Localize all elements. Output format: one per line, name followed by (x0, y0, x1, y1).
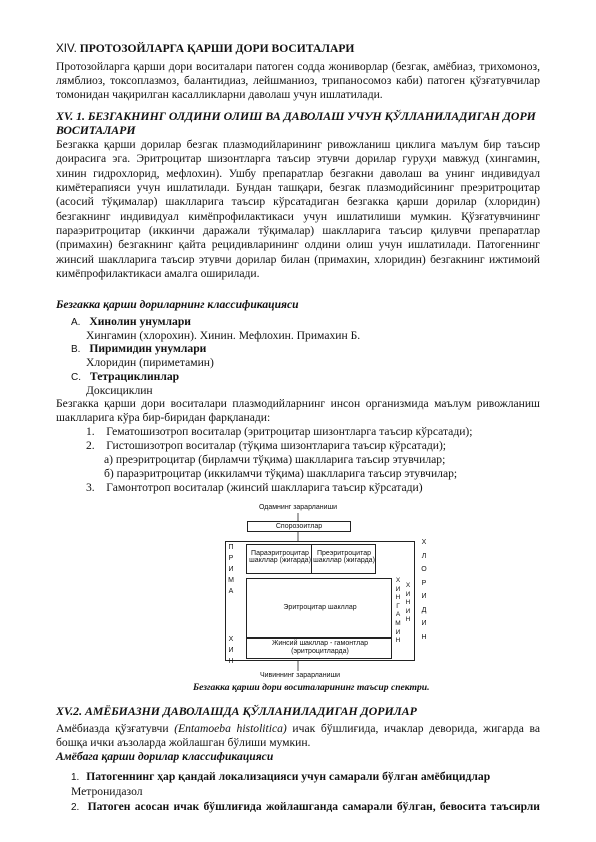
hinin-column-label: Х И Н И Н (405, 582, 411, 624)
group-c-name: Тетрациклинлар (89, 370, 180, 383)
outer-frame (225, 541, 415, 661)
group-b-letter: B. (71, 344, 81, 355)
section2-heading: XV.2. АМЁБИАЗНИ ДАВОЛАШДА ҚЎЛЛАНИЛАДИГАН ДОРИЛАР (56, 704, 417, 718)
diagram-bottom-label: Чивиннинг зарарланиши (259, 672, 341, 679)
distinction-paragraph: Безгакка қарши дори воситалари плазмодийларнинг инсон организмида маълум ривожланиш шаклларига кўра бир-биридан фарқланади: (56, 397, 540, 425)
sporozoites-label: Спорозоитлар (275, 523, 323, 530)
amoeba-item-2-text: Патоген асосан ичак бўшлиғида жойлашганда самарали бўлган, бевосита таъсирли (87, 800, 540, 813)
liver-forms-box (246, 544, 376, 574)
group-c-letter: C. (71, 372, 81, 383)
amoeba-item-1-drug: Метронидазол (71, 785, 143, 798)
hingamin-column-label: Х И Н Г А М И Н (395, 577, 401, 645)
section2-paragraph-end: ичак бўшлиғида, ичаклар деворида, жигарда ва бошқа ички аъзоларда жойлашган бўлиши мумкин. (56, 722, 540, 750)
amoeba-item-1-text: Патогеннинг ҳар қандай локализацияси учун самарали бўлган амёбицидлар (86, 770, 491, 783)
gametocytes-box (246, 638, 392, 659)
hin-column-label: Х И Н (228, 636, 234, 665)
group-a-name: Хинолин унумлари (89, 315, 191, 328)
group-a-letter: A. (71, 317, 81, 328)
group-a-members: Хингамин (хлорохин). Хинин. Мефлохин. Примахин Б. (86, 329, 361, 342)
pathogen-name: (Entamoeba histolitica) (174, 722, 287, 735)
diagram-top-label: Одамнинг зарарланиши (258, 504, 338, 511)
chapter-title: ПРОТОЗОЙЛАРГА ҚАРШИ ДОРИ ВОСИТАЛАРИ (79, 42, 355, 55)
amoeba-item-2 (71, 800, 540, 815)
amoeba-item-1 (71, 770, 490, 785)
erythrocytic-box (246, 578, 392, 638)
section1-paragraph: Безгакка қарши дорилар безгак плазмодийларининг ривожланиш циклига маълум бир таъсир доирасига эга. Эритроцитар шизонтларга таъсир этувчи дорилар гуруҳи мавжуд (хингамин, хинин гидрохлорид, мефлохин). Ушбу препаратлар безгакни даволаш ва унинг индивидуал кимётерапияси учун ишлатилади. Бундан ташқари, безгак плазмодийсининг преэритроцитар (асосий тўқималар) шаклларига таъсир кўрсатадиган безгакка қарши дорилар (хлоридин) безгакнинг индивидуал кимёпрофилактикаси учун ишлатилиши мумкин. Қўзғатувчининг параэритроцитар (иккинчи даражали тўқималар) шаклларига таъсир қилувчи препаратлар (примахин) безгакнинг қайта рецидивларининг олдини олиш учун ишлатилади. Патогеннинг жинсий шаклларига таъсир этувчи дорилар билан (примахин, хлоридин) безгакнинг ижтимоий кимёпрофилактикаси амалга оширилади. (56, 138, 540, 281)
group-c (71, 370, 179, 385)
classification-title: Безгакка қарши дориларнинг классификацияси (56, 298, 299, 311)
group-b-name: Пиримидин унумлари (89, 342, 207, 355)
type-item-2: 2. Гистошизотроп воситалар (тўқима шизонтларига таъсир кўрсатади); (86, 439, 447, 452)
section2-paragraph (56, 722, 540, 750)
gametocytes-label: Жинсий шакллар - гамонтлар (эритроцитларда) (271, 640, 369, 655)
pre-erythrocytic-label: Преэритроцитар шакллар (жигарда) (313, 550, 375, 564)
intro-paragraph: Протозойларга қарши дори воситалари патоген содда жониворлар (безгак, амёбиаз, трихомоноз, лямблиоз, токсоплазмоз, балантидиаз, лейшманиоз, трипаносомоз каби) патоген қўзғатувчилар томонидан чақирилган касалликларни даволаш учун ишлатилади. (56, 60, 540, 102)
type-item-2a: а) преэритроцитар (бирламчи тўқима) шаклларига таъсир этувчилар; (104, 453, 446, 466)
prima-column-label: П Р И М А (228, 544, 234, 595)
chapter-heading (56, 42, 354, 56)
para-erythrocytic-label: Параэритроцитар шакллар (жигарда) (249, 550, 311, 564)
section1-heading: XV. 1. БЕЗГАКНИНГ ОЛДИНИ ОЛИШ ВА ДАВОЛАШ УЧУН ҚЎЛЛАНИЛАДИГАН ДОРИ ВОСИТАЛАРИ (56, 109, 536, 138)
group-b-members: Хлоридин (пириметамин) (86, 356, 214, 369)
group-a (71, 315, 191, 330)
group-b (71, 342, 206, 357)
chapter-number: XIV. (56, 42, 77, 55)
diagram-caption: Безгакка қарши дори воситаларининг таъсир спектри. (193, 682, 430, 693)
section2-paragraph-start: Амёбиазда қўзғатувчи (56, 722, 175, 735)
type-item-2b: б) параэритроцитар (иккиламчи тўқима) шаклларига таъсир этувчилар; (104, 467, 458, 480)
amoeba-item-1-number: 1. (71, 772, 80, 783)
amoeba-item-2-number: 2. (71, 802, 80, 813)
amoeba-classification-title: Амёбага қарши дорилар классификацияси (56, 750, 274, 763)
type-item-1: 1. Гематошизотроп воситалар (эритроцитар шизонтларга таъсир кўрсатади); (86, 425, 473, 438)
chloridine-column-label: Х Л О Р И Д И Н (421, 539, 427, 641)
erythrocytic-label: Эритроцитар шакллар (283, 604, 357, 611)
sporozoites-box (247, 521, 351, 532)
type-item-3: 3. Гамонтотроп воситалар (жинсий шаклларига таъсир кўрсатади) (86, 481, 423, 494)
group-c-members: Доксициклин (86, 384, 153, 397)
